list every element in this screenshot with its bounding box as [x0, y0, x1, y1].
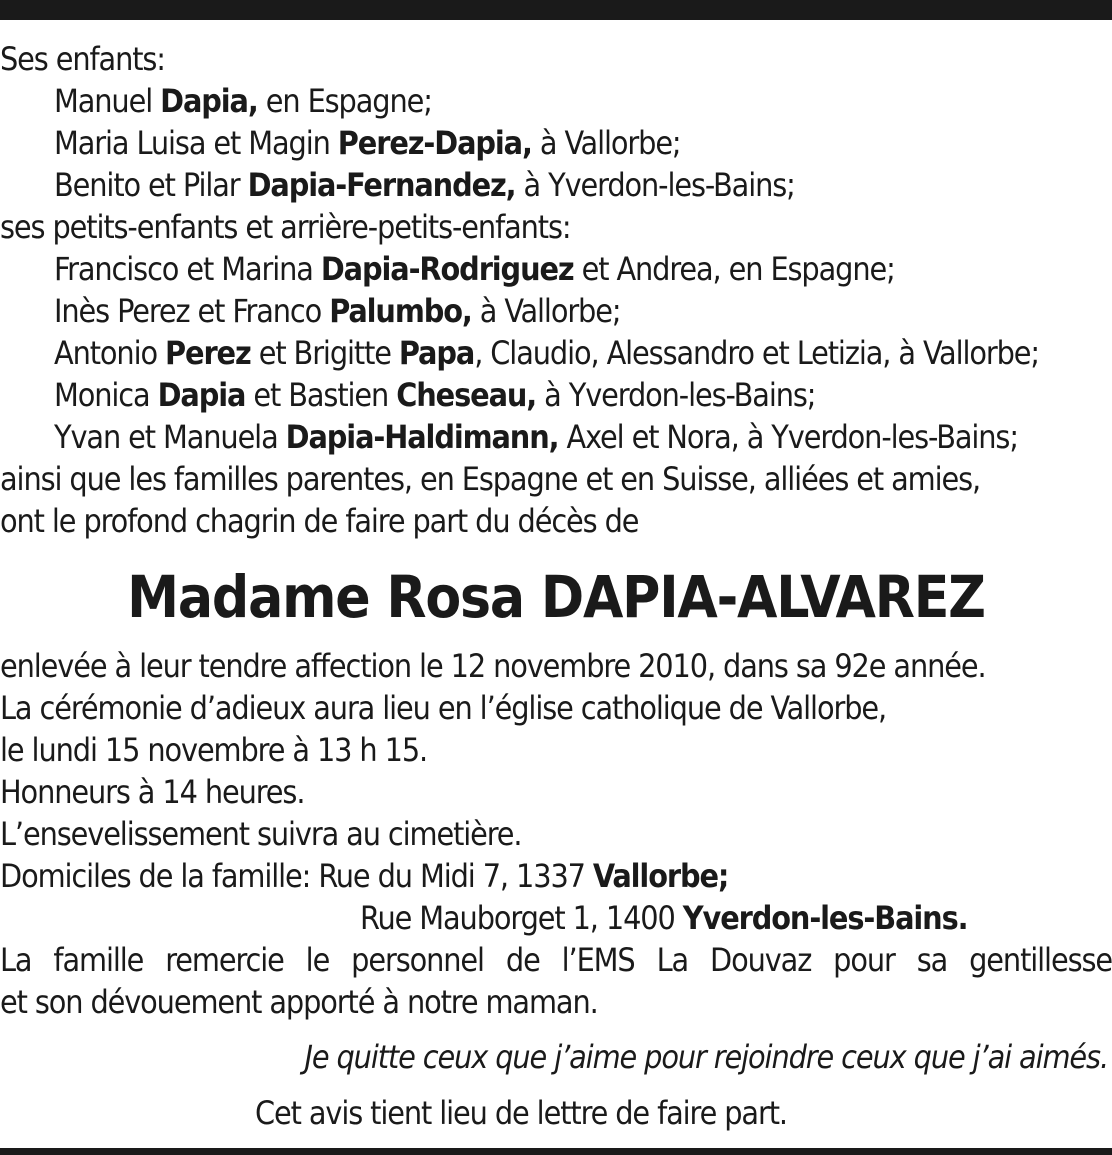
thanks-line: La famille remercie le personnel de l’EMS La Douvaz pour sa gentillesse	[0, 941, 1112, 979]
grandchildren-heading: ses petits-enfants et arrière-petits-enfants:	[0, 208, 571, 246]
farewell-quote: Je quitte ceux que j’aime pour rejoindre ceux que j’ai aimés.	[304, 1038, 1108, 1076]
ceremony-details	[0, 645, 1112, 1023]
child-line: Maria Luisa et Magin Perez-Dapia, à Vallorbe;	[54, 124, 681, 162]
grandchild-line: Francisco et Marina Dapia-Rodriguez et Andrea, en Espagne;	[54, 250, 895, 288]
grandchild-line: Monica Dapia et Bastien Cheseau, à Yverdon-les-Bains;	[54, 376, 816, 414]
child-line: Manuel Dapia, en Espagne;	[54, 82, 432, 120]
children-heading: Ses enfants:	[0, 40, 165, 78]
honours-line: Honneurs à 14 heures.	[0, 773, 305, 811]
address-line: Rue Mauborget 1, 1400 Yverdon-les-Bains.	[360, 899, 968, 937]
announcement-line: ont le profond chagrin de faire part du décès de	[0, 502, 639, 540]
date-line: le lundi 15 novembre à 13 h 15.	[0, 731, 428, 769]
grandchild-line: Antonio Perez et Brigitte Papa, Claudio, Alessandro et Letizia, à Vallorbe;	[54, 334, 1040, 372]
extended-family-line: ainsi que les familles parentes, en Espagne et en Suisse, alliées et amies,	[0, 460, 981, 498]
grandchild-line: Inès Perez et Franco Palumbo, à Vallorbe;	[54, 292, 621, 330]
grandchild-line: Yvan et Manuela Dapia-Haldimann, Axel et Nora, à Yverdon-les-Bains;	[54, 418, 1018, 456]
thanks-line: et son dévouement apporté à notre maman.	[0, 983, 598, 1021]
top-rule	[0, 0, 1112, 20]
deceased-name: Madame Rosa DAPIA-ALVAREZ	[127, 563, 985, 631]
burial-line: L’ensevelissement suivra au cimetière.	[0, 815, 522, 853]
passing-line: enlevée à leur tendre affection le 12 novembre 2010, dans sa 92e année.	[0, 647, 986, 685]
child-line: Benito et Pilar Dapia-Fernandez, à Yverdon-les-Bains;	[54, 166, 795, 204]
family-list	[0, 38, 1112, 542]
notice-footer: Cet avis tient lieu de lettre de faire part.	[255, 1094, 787, 1132]
bottom-rule	[0, 1148, 1112, 1155]
ceremony-line: La cérémonie d’adieux aura lieu en l’église catholique de Vallorbe,	[0, 689, 887, 727]
address-line: Domiciles de la famille: Rue du Midi 7, 1337 Vallorbe;	[0, 857, 729, 895]
